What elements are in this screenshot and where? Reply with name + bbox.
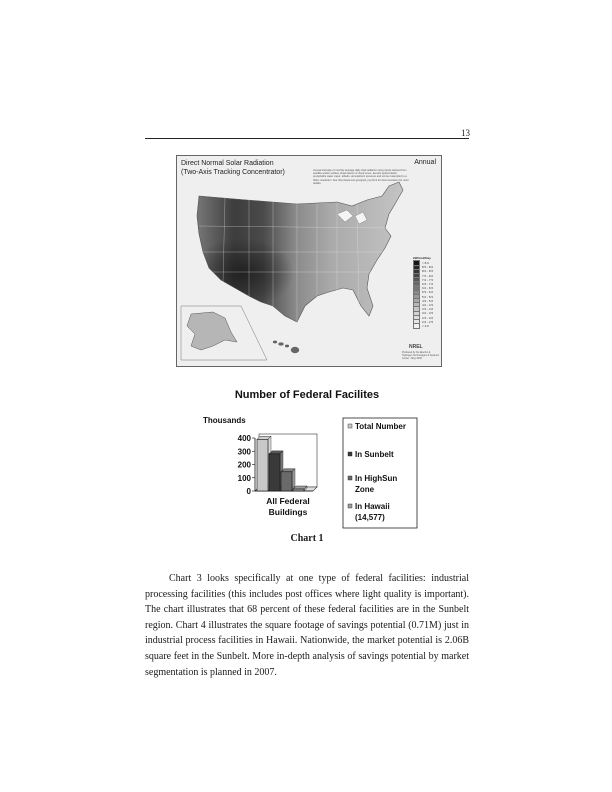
- bar-chart-svg: [195, 405, 425, 535]
- map-legend-label: 7.0 - 7.5: [422, 277, 434, 282]
- chart-legend-label: Total Number: [355, 422, 406, 431]
- map-legend-label: 8.0 - 8.5: [422, 269, 434, 274]
- map-legend-label: 6.0 - 6.5: [422, 286, 434, 291]
- map-legend-label: 4.5 - 5.0: [422, 298, 434, 303]
- chart-bar: [257, 439, 268, 491]
- chart-category-label: All Federal: [266, 496, 310, 506]
- chart-ytick-label: 400: [237, 434, 251, 443]
- chart-caption: Chart 1: [290, 533, 324, 544]
- map-title: Direct Normal Solar Radiation (Two-Axis Tracking Concentrator): [181, 160, 285, 176]
- map-legend-title: kWh/m2/Day: [413, 256, 431, 260]
- map-legend-label: 5.0 - 5.5: [422, 294, 434, 299]
- chart-ytick-label: 100: [237, 473, 251, 483]
- chart-legend-label: In Hawaii: [355, 502, 390, 511]
- chart-category-label: Buildings: [268, 507, 308, 517]
- alaska-shape: [187, 312, 237, 350]
- chart-bar: [269, 454, 280, 491]
- chart-legend-label: In HighSun: [355, 474, 398, 483]
- chart-ytick-label: 300: [237, 447, 251, 457]
- chart-bar: [293, 489, 304, 491]
- map-legend-label: 3.0 - 3.5: [422, 311, 434, 316]
- chart-legend-label: Zone: [355, 485, 375, 494]
- map-period-label: Annual: [414, 159, 436, 166]
- federal-facilities-chart: [195, 405, 425, 535]
- map-legend-label: < 2.0: [422, 323, 429, 328]
- map-legend-label: 8.5 - 8.0: [422, 265, 434, 270]
- chart-legend-swatch: [348, 424, 352, 428]
- solar-radiation-map: [176, 155, 442, 367]
- map-legend-label: 2.5 - 3.0: [422, 315, 434, 320]
- map-legend-rows: [413, 261, 439, 328]
- map-legend-label: 5.5 - 6.0: [422, 290, 434, 295]
- chart-legend-swatch: [348, 452, 352, 456]
- header-rule: [145, 138, 469, 139]
- map-legend-row: [413, 324, 439, 328]
- chart-bar: [281, 472, 292, 491]
- map-legend-label: 6.5 - 7.0: [422, 282, 434, 287]
- chart-legend-swatch: [348, 476, 352, 480]
- chart-ytick-label: 0: [246, 487, 251, 496]
- chart-legend-swatch: [348, 504, 352, 508]
- map-legend-swatch: [413, 323, 420, 329]
- map-legend-label: 3.5 - 4.0: [422, 307, 434, 312]
- map-note: Annual estimate of monthly average daily total radiation using inputs derived from satellite and/or surface observations of cloud cover, aerosol optical depth, precipitable water vapor, albedo, atmospheric pressure and ozone resampled to a 40km resolution. See http://www.nrel.gov/gis/il_csp.html for documentation for more details.: [313, 169, 409, 185]
- chart-legend-label: (14,577): [355, 513, 385, 522]
- nrel-logo: NREL: [409, 344, 423, 350]
- body-paragraph: Chart 3 looks specifically at one type of federal facilities: industrial processing facilities (this includes post offices where light quality is important). The chart illustrates that 68 percent of these federal facilities are in the Sunbelt region. Chart 4 illustrates the square footage of savings potential (0.71M) just in industrial process facilities in Hawaii. Nationwide, the market potential is 2.06B square feet in the Sunbelt. More in-depth analysis of savings potential by market segmentation is planned in 2007.: [145, 573, 469, 678]
- chart-legend-box: [343, 418, 417, 528]
- map-legend-label: > 8.0: [422, 261, 429, 266]
- hawaii-shapes: [273, 341, 299, 353]
- map-legend-label: 7.5 - 8.0: [422, 273, 434, 278]
- chart-ylabel: Thousands: [203, 416, 246, 425]
- map-legend-label: 2.0 - 2.5: [422, 319, 434, 324]
- map-legend: [413, 256, 439, 328]
- chart-legend-label: In Sunbelt: [355, 450, 394, 459]
- map-credit: Produced by the Electric & Hydrogen Technologies & Systems Center - May 2008: [402, 351, 440, 360]
- page-number: 13: [461, 128, 470, 138]
- chart-ytick-label: 200: [237, 460, 251, 470]
- map-legend-label: 4.0 - 4.5: [422, 302, 434, 307]
- chart-title: Number of Federal Facilites: [234, 389, 380, 401]
